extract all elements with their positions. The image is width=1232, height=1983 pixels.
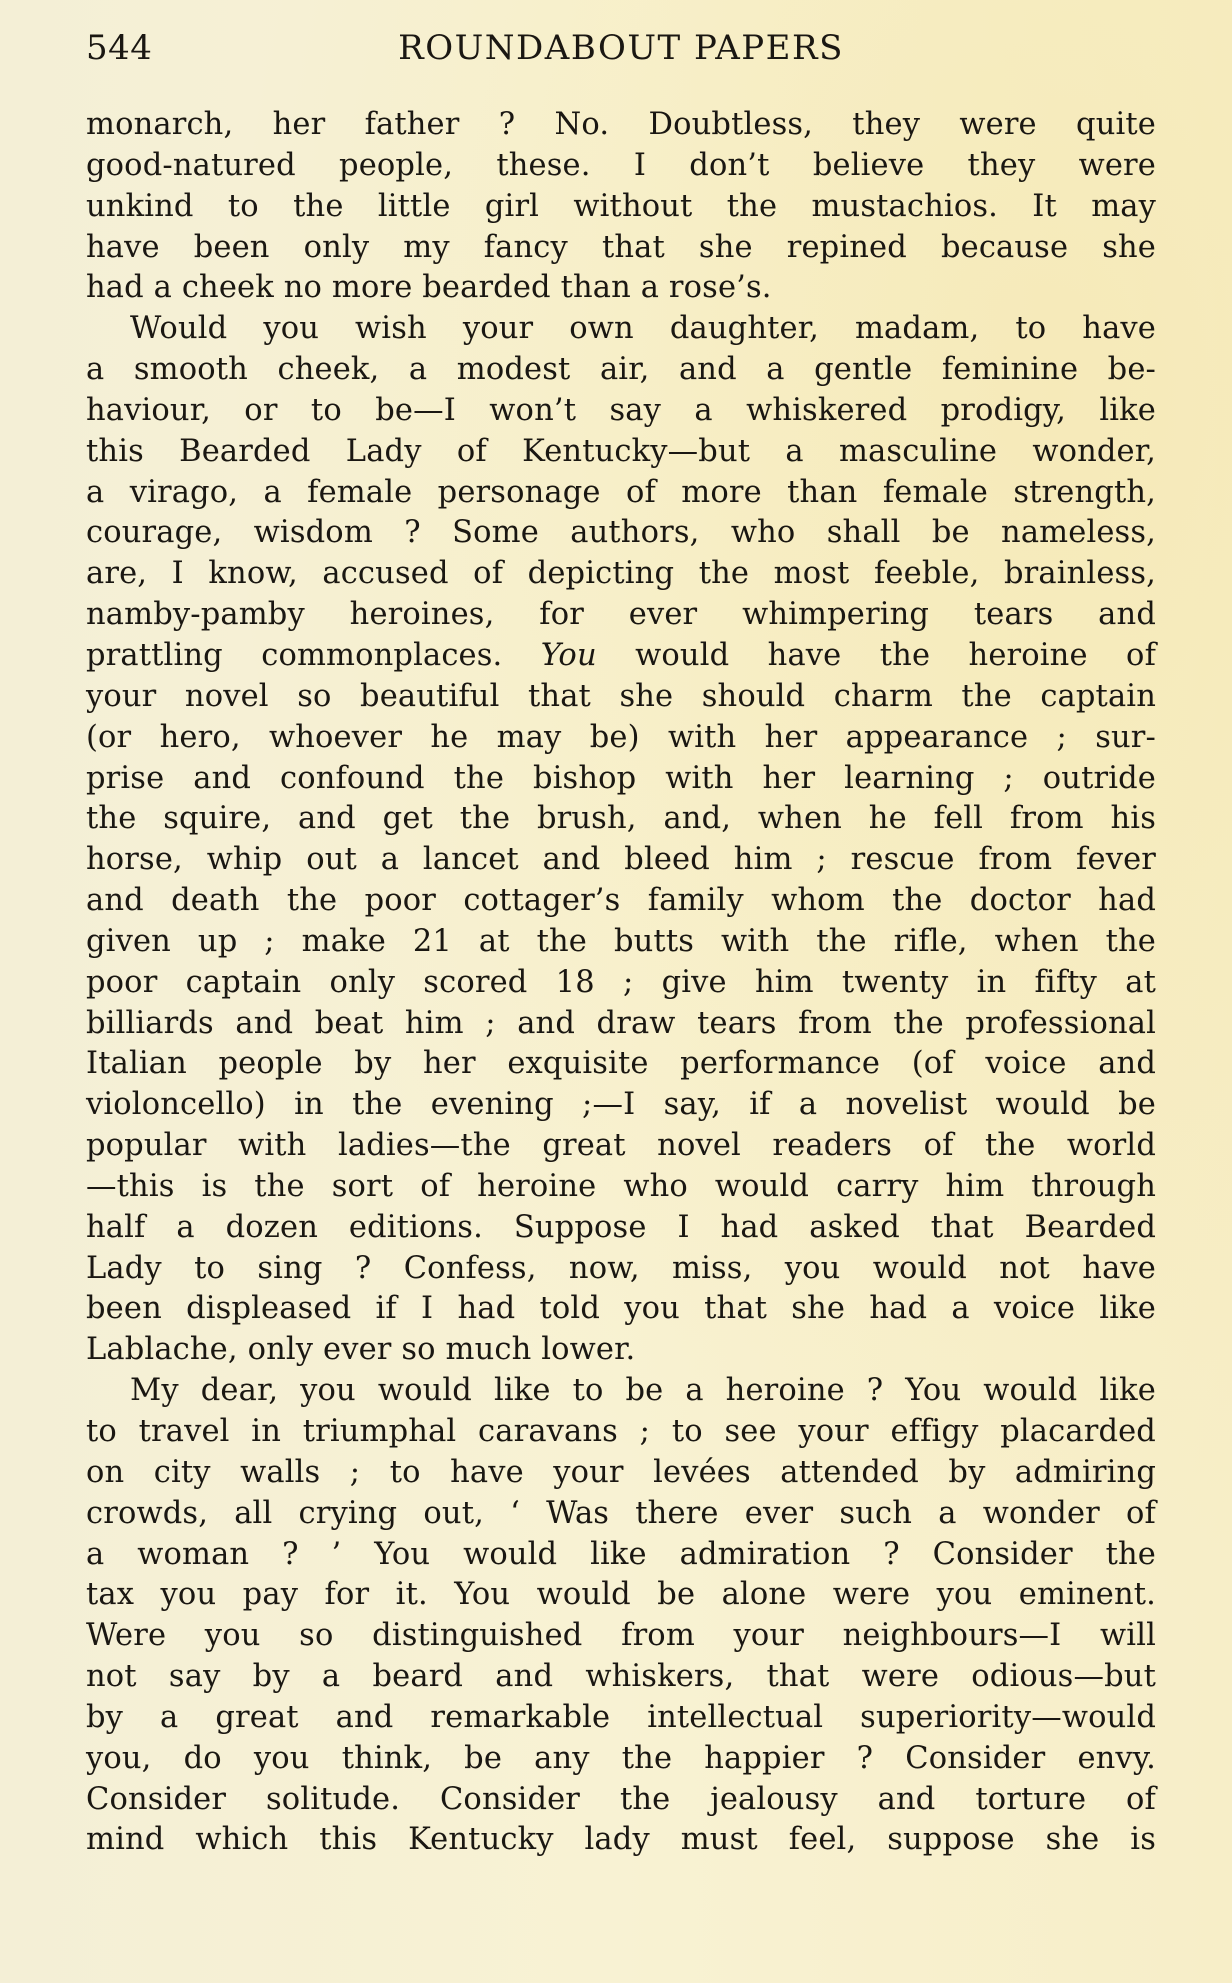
text-line-with-emphasis	[86, 636, 1156, 677]
text-line: popular with ladies—the great novel readers of the world	[86, 1128, 1156, 1164]
text-line: (or hero, whoever he may be) with her appearance ; sur-	[86, 719, 1156, 755]
text-line: Were you so distinguished from your neighbours—I will	[86, 1618, 1156, 1654]
text-line: good-natured people, these. I don’t believe they were	[86, 147, 1156, 183]
text-segment: would have the heroine of	[596, 637, 1157, 673]
text-line: given up ; make 21 at the butts with the rifle, when the	[86, 923, 1156, 959]
text-line: on city walls ; to have your levées attended by admiring	[86, 1454, 1156, 1490]
text-line: and death the poor cottager’s family whom the doctor had	[86, 883, 1156, 919]
text-line: are, I know, accused of depicting the most feeble, brainless,	[86, 556, 1156, 592]
running-title: ROUNDABOUT PAPERS	[398, 28, 844, 68]
page-number: 544	[86, 28, 153, 68]
body-text	[86, 105, 1156, 1861]
paragraph-end-line: had a cheek no more bearded than a rose’s.	[86, 270, 772, 306]
text-line: —this is the sort of heroine who would carry him through	[86, 1168, 1156, 1204]
text-line: have been only my fancy that she repined because she	[86, 229, 1156, 265]
text-line: crowds, all crying out, ‘ Was there ever such a wonder of	[86, 1495, 1156, 1531]
text-line: Consider solitude. Consider the jealousy and torture of	[86, 1781, 1156, 1817]
text-line: horse, whip out a lancet and bleed him ; rescue from fever	[86, 842, 1156, 878]
paragraph-end-line: Lablache, only ever so much lower.	[86, 1332, 636, 1368]
text-line: courage, wisdom ? Some authors, who shall be nameless,	[86, 515, 1156, 551]
text-line: a virago, a female personage of more than female strength,	[86, 474, 1156, 510]
paragraph-start-line: Would you wish your own daughter, madam, to have	[130, 311, 1156, 347]
running-head	[86, 28, 1156, 72]
text-line: not say by a beard and whiskers, that were odious—but	[86, 1659, 1156, 1695]
text-line: haviour, or to be—I won’t say a whiskered prodigy, like	[86, 392, 1156, 428]
emphasized-word: You	[540, 637, 597, 673]
text-line: your novel so beautiful that she should charm the captain	[86, 678, 1156, 714]
text-line: a smooth cheek, a modest air, and a gentle feminine be-	[86, 352, 1156, 388]
text-line: Lady to sing ? Confess, now, miss, you would not have	[86, 1250, 1156, 1286]
text-line: half a dozen editions. Suppose I had asked that Bearded	[86, 1209, 1156, 1245]
text-line: you, do you think, be any the happier ? Consider envy.	[86, 1740, 1156, 1776]
text-line: billiards and beat him ; and draw tears from the professional	[86, 1005, 1156, 1041]
text-line: mind which this Kentucky lady must feel, suppose she is	[86, 1822, 1156, 1858]
text-line: Italian people by her exquisite performance (of voice and	[86, 1046, 1156, 1082]
paragraph-start-line: My dear, you would like to be a heroine ? You would like	[130, 1373, 1156, 1409]
text-line: this Bearded Lady of Kentucky—but a masculine wonder,	[86, 433, 1156, 469]
text-line: monarch, her father ? No. Doubtless, they were quite	[86, 107, 1156, 142]
text-line: tax you pay for it. You would be alone were you eminent.	[86, 1577, 1156, 1613]
text-line: poor captain only scored 18 ; give him twenty in fifty at	[86, 964, 1156, 1000]
text-line: a woman ? ’ You would like admiration ? Consider the	[86, 1536, 1156, 1572]
text-line: to travel in triumphal caravans ; to see your effigy placarded	[86, 1414, 1156, 1449]
text-line: been displeased if I had told you that she had a voice like	[86, 1291, 1156, 1327]
text-line: unkind to the little girl without the mustachios. It may	[86, 188, 1156, 224]
text-line: namby-pamby heroines, for ever whimpering tears and	[86, 597, 1156, 633]
text-segment: prattling commonplaces.	[86, 637, 541, 673]
text-line: violoncello) in the evening ;—I say, if a novelist would be	[86, 1087, 1156, 1123]
text-line: the squire, and get the brush, and, when he fell from his	[86, 801, 1156, 837]
text-line: prise and confound the bishop with her learning ; outride	[86, 760, 1156, 796]
text-line: by a great and remarkable intellectual superiority—would	[86, 1699, 1156, 1735]
